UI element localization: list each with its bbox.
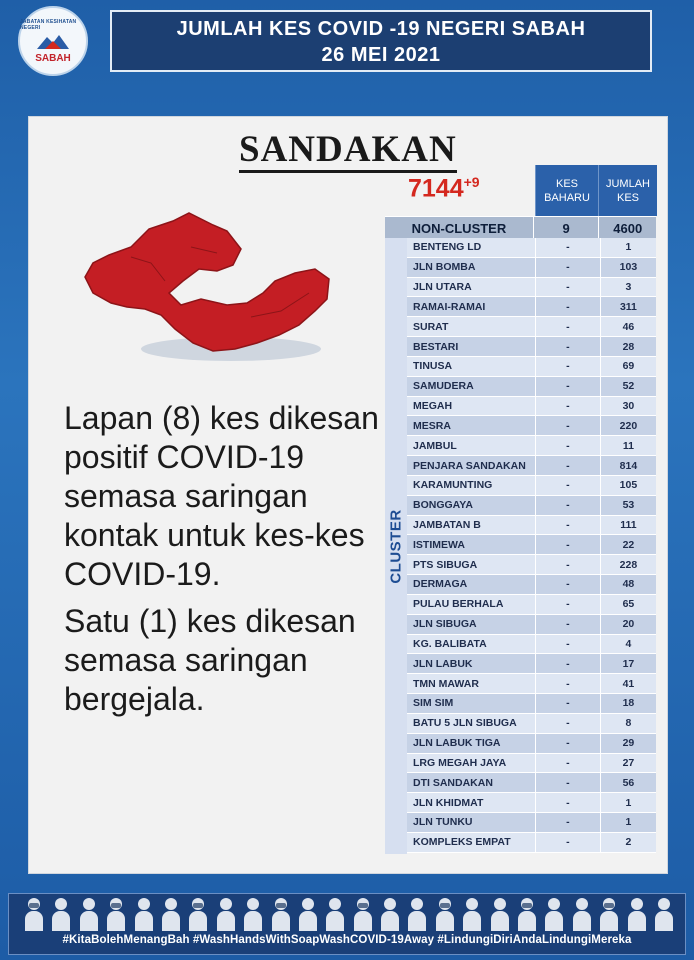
cluster-total-cases: 22 bbox=[600, 535, 656, 554]
table-row bbox=[407, 833, 656, 853]
cluster-total-cases: 56 bbox=[600, 773, 656, 792]
frontliner-icon bbox=[80, 897, 98, 931]
frontliner-icon bbox=[655, 897, 673, 931]
cluster-total-cases: 2 bbox=[600, 833, 656, 852]
non-cluster-total: 4600 bbox=[598, 217, 656, 239]
cluster-new-cases: - bbox=[535, 476, 600, 495]
non-cluster-row bbox=[385, 216, 656, 239]
cluster-total-cases: 1 bbox=[600, 813, 656, 832]
non-cluster-new: 9 bbox=[533, 217, 599, 239]
cluster-total-cases: 1 bbox=[600, 238, 656, 257]
cluster-name: TMN MAWAR bbox=[413, 677, 479, 690]
cluster-name: RAMAI-RAMAI bbox=[413, 300, 486, 313]
cluster-new-cases: - bbox=[535, 337, 600, 356]
cluster-name: JLN LABUK bbox=[413, 657, 473, 670]
header-title: JUMLAH KES COVID -19 NEGERI SABAH bbox=[176, 18, 586, 40]
cluster-total-cases: 29 bbox=[600, 734, 656, 753]
table-row bbox=[407, 258, 656, 278]
cluster-name: PENJARA SANDAKAN bbox=[413, 459, 526, 472]
cluster-new-cases: - bbox=[535, 397, 600, 416]
table-row bbox=[407, 813, 656, 833]
frontliner-icon bbox=[244, 897, 262, 931]
table-row bbox=[407, 734, 656, 754]
cluster-total-cases: 30 bbox=[600, 397, 656, 416]
cluster-label-text: CLUSTER bbox=[387, 508, 405, 584]
cluster-total-cases: 27 bbox=[600, 754, 656, 773]
table-row bbox=[407, 397, 656, 417]
cluster-total-cases: 1 bbox=[600, 793, 656, 812]
cluster-total-cases: 65 bbox=[600, 595, 656, 614]
frontliner-figures bbox=[25, 897, 673, 931]
cluster-name: DERMAGA bbox=[413, 578, 468, 591]
cluster-new-cases: - bbox=[535, 317, 600, 336]
footer-banner bbox=[8, 893, 686, 955]
non-cluster-label: NON-CLUSTER bbox=[411, 220, 507, 236]
table-row bbox=[407, 317, 656, 337]
cluster-new-cases: - bbox=[535, 615, 600, 634]
cluster-total-cases: 4 bbox=[600, 635, 656, 654]
cluster-total-cases: 103 bbox=[600, 258, 656, 277]
description-paragraph-1: Lapan (8) kes dikesan positif COVID-19 semasa saringan kontak untuk kes-kes COVID-19. bbox=[64, 400, 379, 592]
table-row bbox=[407, 793, 656, 813]
cluster-name: LRG MEGAH JAYA bbox=[413, 756, 507, 769]
cluster-total-cases: 111 bbox=[600, 516, 656, 535]
frontliner-icon bbox=[299, 897, 317, 931]
cluster-total-cases: 814 bbox=[600, 456, 656, 475]
cluster-new-cases: - bbox=[535, 278, 600, 297]
logo-name: SABAH bbox=[35, 52, 71, 64]
table-row bbox=[407, 555, 656, 575]
frontliner-icon bbox=[189, 897, 207, 931]
total-value: 7144 bbox=[408, 174, 464, 203]
cluster-total-cases: 52 bbox=[600, 377, 656, 396]
cluster-new-cases: - bbox=[535, 813, 600, 832]
frontliner-icon bbox=[573, 897, 591, 931]
cluster-total-cases: 53 bbox=[600, 496, 656, 515]
table-row bbox=[407, 337, 656, 357]
header-date: 26 MEI 2021 bbox=[321, 44, 441, 66]
health-dept-logo bbox=[18, 6, 88, 76]
footer-hashtags: #KitaBolehMenangBah #WashHandsWithSoapWashCOVID-19Away #LindungiDiriAndaLindungiMereka bbox=[62, 934, 632, 946]
table-row bbox=[407, 416, 656, 436]
page-header bbox=[110, 10, 652, 72]
frontliner-icon bbox=[107, 897, 125, 931]
column-header-new-cases: KES BAHARU bbox=[535, 165, 598, 216]
frontliner-icon bbox=[408, 897, 426, 931]
frontliner-icon bbox=[628, 897, 646, 931]
cluster-new-cases: - bbox=[535, 714, 600, 733]
cluster-name: JLN TUNKU bbox=[413, 816, 473, 829]
cluster-new-cases: - bbox=[535, 754, 600, 773]
cluster-new-cases: - bbox=[535, 734, 600, 753]
cluster-name: SURAT bbox=[413, 320, 449, 333]
frontliner-icon bbox=[436, 897, 454, 931]
logo-top-text: JABATAN KESIHATAN NEGERI bbox=[20, 18, 77, 31]
table-row bbox=[407, 357, 656, 377]
cluster-name: KARAMUNTING bbox=[413, 479, 493, 492]
cluster-total-cases: 48 bbox=[600, 575, 656, 594]
mountain-logo-icon bbox=[35, 33, 71, 51]
cluster-total-cases: 11 bbox=[600, 436, 656, 455]
content-panel bbox=[28, 116, 668, 874]
cluster-new-cases: - bbox=[535, 773, 600, 792]
cluster-total-cases: 17 bbox=[600, 654, 656, 673]
cluster-new-cases: - bbox=[535, 436, 600, 455]
cluster-total-cases: 8 bbox=[600, 714, 656, 733]
table-row bbox=[407, 377, 656, 397]
cluster-name: JLN KHIDMAT bbox=[413, 796, 484, 809]
cluster-total-cases: 46 bbox=[600, 317, 656, 336]
district-title: SANDAKAN bbox=[239, 131, 457, 173]
table-row bbox=[407, 654, 656, 674]
cluster-new-cases: - bbox=[535, 496, 600, 515]
cluster-total-cases: 20 bbox=[600, 615, 656, 634]
cluster-total-cases: 41 bbox=[600, 674, 656, 693]
cluster-name: JAMBUL bbox=[413, 439, 457, 452]
cluster-new-cases: - bbox=[535, 654, 600, 673]
table-row bbox=[407, 575, 656, 595]
cluster-new-cases: - bbox=[535, 456, 600, 475]
cluster-name: KG. BALIBATA bbox=[413, 637, 487, 650]
cluster-name: JAMBATAN B bbox=[413, 519, 481, 531]
frontliner-icon bbox=[135, 897, 153, 931]
cluster-name: SAMUDERA bbox=[413, 380, 474, 393]
cluster-total-cases: 28 bbox=[600, 337, 656, 356]
frontliner-icon bbox=[217, 897, 235, 931]
table-row bbox=[407, 535, 656, 555]
frontliner-icon bbox=[354, 897, 372, 931]
cluster-new-cases: - bbox=[535, 238, 600, 257]
cluster-new-cases: - bbox=[535, 555, 600, 574]
frontliner-icon bbox=[463, 897, 481, 931]
cluster-name: JLN SIBUGA bbox=[413, 618, 477, 631]
cluster-new-cases: - bbox=[535, 635, 600, 654]
cluster-name: BENTENG LD bbox=[413, 241, 482, 254]
cluster-new-cases: - bbox=[535, 575, 600, 594]
cluster-new-cases: - bbox=[535, 516, 600, 535]
cluster-name: ISTIMEWA bbox=[413, 538, 465, 551]
cluster-new-cases: - bbox=[535, 377, 600, 396]
cluster-new-cases: - bbox=[535, 793, 600, 812]
table-row bbox=[407, 476, 656, 496]
cluster-new-cases: - bbox=[535, 535, 600, 554]
cluster-name: BONGGAYA bbox=[413, 499, 473, 512]
cluster-new-cases: - bbox=[535, 416, 600, 435]
case-description bbox=[64, 399, 394, 727]
table-row bbox=[407, 436, 656, 456]
sandakan-map-icon bbox=[71, 207, 336, 365]
table-row bbox=[407, 516, 656, 536]
cluster-name: MEGAH bbox=[413, 400, 453, 413]
cluster-new-cases: - bbox=[535, 297, 600, 316]
frontliner-icon bbox=[518, 897, 536, 931]
cluster-new-cases: - bbox=[535, 833, 600, 852]
table-row bbox=[407, 595, 656, 615]
total-cases bbox=[408, 174, 480, 203]
cluster-name: TINUSA bbox=[413, 360, 453, 373]
cluster-total-cases: 105 bbox=[600, 476, 656, 495]
frontliner-icon bbox=[162, 897, 180, 931]
table-row bbox=[407, 694, 656, 714]
cluster-new-cases: - bbox=[535, 674, 600, 693]
cluster-name: BESTARI bbox=[413, 340, 459, 353]
cluster-new-cases: - bbox=[535, 694, 600, 713]
cluster-total-cases: 311 bbox=[600, 297, 656, 316]
cluster-table bbox=[407, 238, 656, 853]
description-paragraph-2: Satu (1) kes dikesan semasa saringan bergejala. bbox=[64, 603, 356, 717]
frontliner-icon bbox=[600, 897, 618, 931]
cluster-total-cases: 18 bbox=[600, 694, 656, 713]
table-row bbox=[407, 496, 656, 516]
cluster-total-cases: 220 bbox=[600, 416, 656, 435]
frontliner-icon bbox=[52, 897, 70, 931]
total-increase: +9 bbox=[463, 174, 480, 190]
cluster-total-cases: 228 bbox=[600, 555, 656, 574]
table-row bbox=[407, 674, 656, 694]
cluster-name: MESRA bbox=[413, 419, 451, 432]
frontliner-icon bbox=[25, 897, 43, 931]
frontliner-icon bbox=[381, 897, 399, 931]
table-row bbox=[407, 278, 656, 298]
cluster-name: PULAU BERHALA bbox=[413, 598, 504, 611]
cluster-new-cases: - bbox=[535, 595, 600, 614]
table-row bbox=[407, 615, 656, 635]
cluster-new-cases: - bbox=[535, 258, 600, 277]
cluster-total-cases: 3 bbox=[600, 278, 656, 297]
table-row bbox=[407, 635, 656, 655]
cluster-name: JLN BOMBA bbox=[413, 261, 476, 274]
cluster-name: KOMPLEKS EMPAT bbox=[413, 836, 511, 849]
cluster-name: JLN UTARA bbox=[413, 281, 472, 294]
cluster-name: SIM SIM bbox=[413, 697, 454, 710]
cluster-name: PTS SIBUGA bbox=[413, 558, 478, 571]
cluster-name: DTI SANDAKAN bbox=[413, 776, 493, 789]
table-row bbox=[407, 297, 656, 317]
cluster-total-cases: 69 bbox=[600, 357, 656, 376]
frontliner-icon bbox=[272, 897, 290, 931]
column-header-total-cases: JUMLAH KES bbox=[598, 165, 657, 216]
cluster-new-cases: - bbox=[535, 357, 600, 376]
table-row bbox=[407, 773, 656, 793]
table-row bbox=[407, 714, 656, 734]
frontliner-icon bbox=[545, 897, 563, 931]
cluster-name: BATU 5 JLN SIBUGA bbox=[413, 717, 517, 730]
frontliner-icon bbox=[326, 897, 344, 931]
table-row bbox=[407, 754, 656, 774]
cluster-name: JLN LABUK TIGA bbox=[413, 737, 501, 750]
table-row bbox=[407, 456, 656, 476]
table-row bbox=[407, 238, 656, 258]
frontliner-icon bbox=[491, 897, 509, 931]
cluster-group-label bbox=[385, 238, 407, 854]
